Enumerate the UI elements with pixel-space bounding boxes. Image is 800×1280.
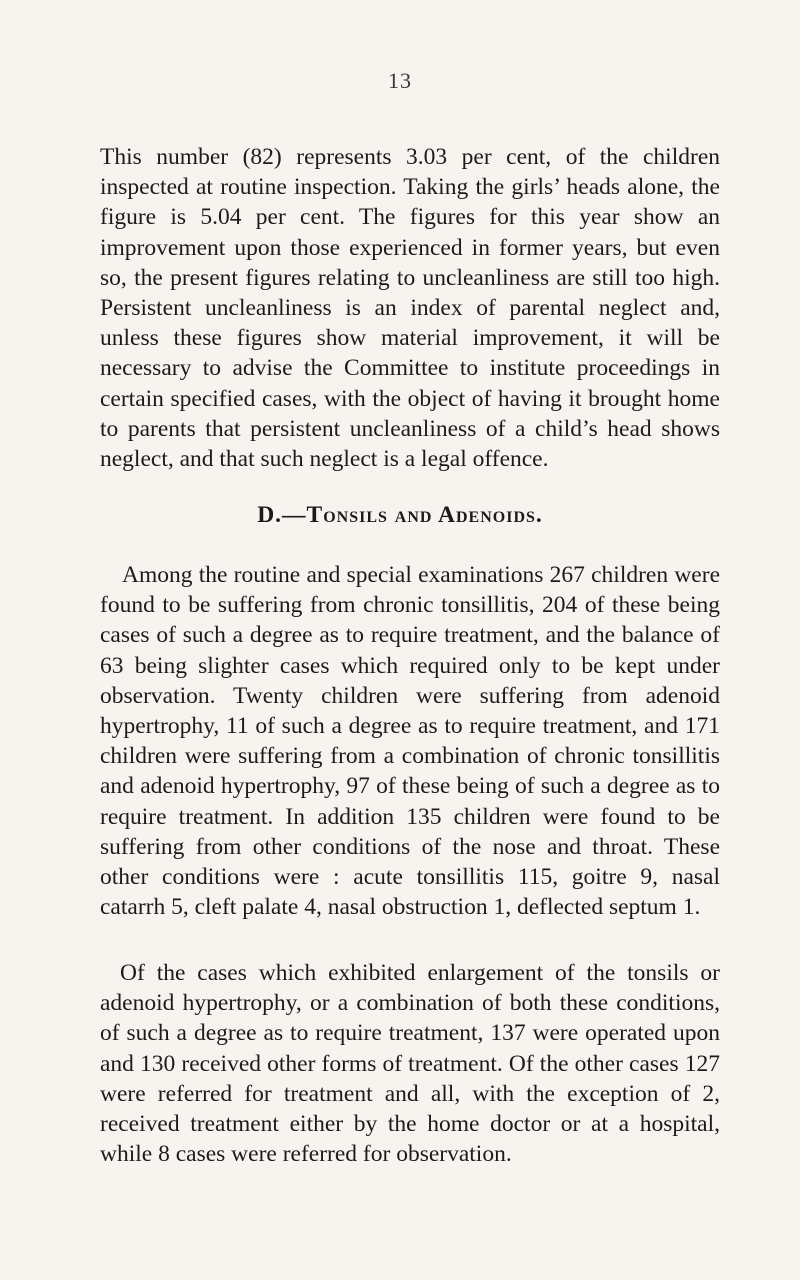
paragraph-examinations: Among the routine and special examinations 267 children were found to be suffering from chronic tonsillitis, 204 of these being cases of such a degree as to require treatment, and the balance of 63 being slighter cases which required only to be kept under observation. Twenty children were suffering from adenoid hypertrophy, 11 of such a degree as to require treatment, and 171 children were suffering from a combination of chronic tonsillitis and adenoid hypertrophy, 97 of these being of such a degree as to require treatment. In addition 135 children were found to be suffering from other conditions of the nose and throat. These other conditions were : acute tonsillitis 115, goitre 9, nasal catarrh 5, cleft palate 4, nasal obstruction 1, deflected septum 1. xyxy=(100,562,720,921)
paragraph-treatment: Of the cases which exhibited enlargement of the tonsils or adenoid hypertrophy, or a combination of both these conditions, of such a degree as to require treatment, 137 were operated upon and 130 received other forms of treatment. Of the other cases 127 were referred for treatment and all, with the exception of 2, received treatment either by the home doctor or at a hospital, while 8 cases were referred for observation. xyxy=(100,960,720,1168)
paragraph-uncleanliness: This number (82) represents 3.03 per cent, of the children inspected at routine inspection. Taking the girls’ heads alone, the figure is 5.04 per cent. The figures for this year show an improvement upon those experienced in former years, but even so, the present figures relating to uncleanliness are still too high. Persistent uncleanliness is an index of parental neglect and, unless these figures show material improvement, it will be necessary to advise the Committee to institute proceedings in certain specified cases, with the object of having it brought home to parents that persistent uncleanliness of a child’s head shows neglect, and that such neglect is a legal offence. xyxy=(100,144,720,473)
section-heading-tonsils-adenoids: D.—Tonsils and Adenoids. xyxy=(257,502,543,528)
page-number: 13 xyxy=(388,68,412,93)
